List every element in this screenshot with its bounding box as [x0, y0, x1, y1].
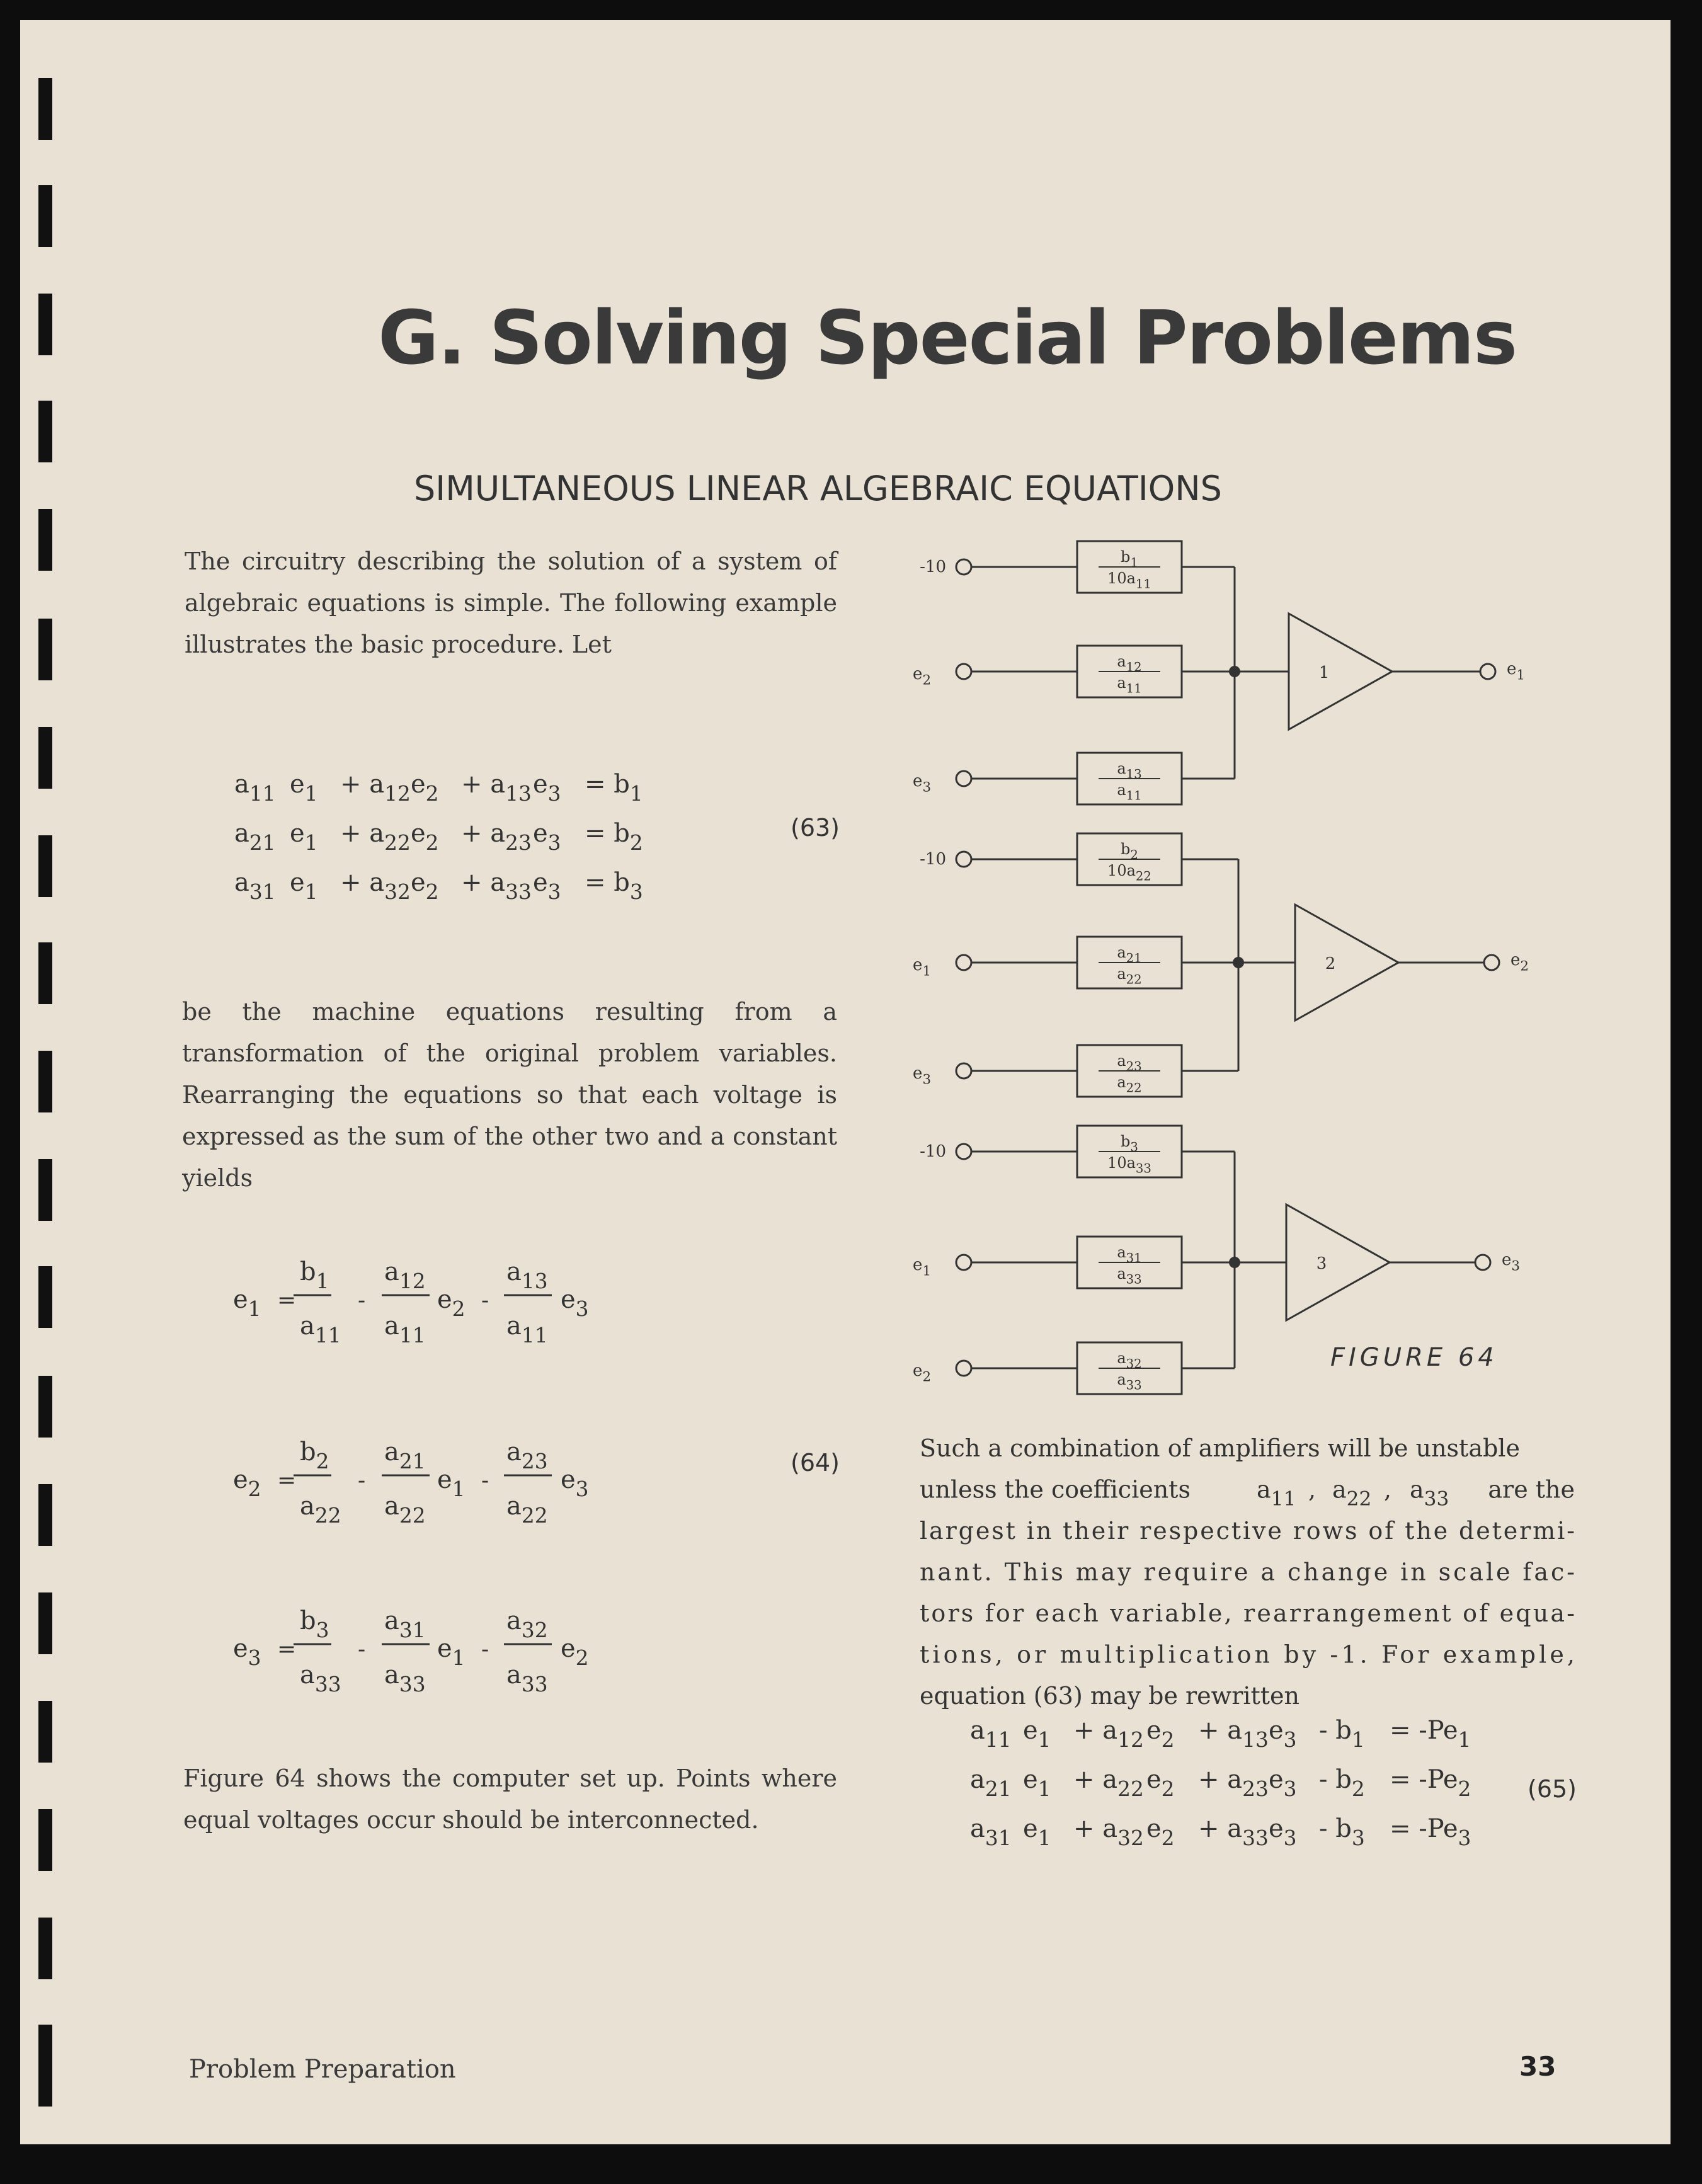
- equation-64-numerator: $a_{21}$: [384, 1438, 426, 1473]
- coefficient-denominator: $10a_{11}$: [1107, 569, 1151, 592]
- equation-64-number: (64): [791, 1449, 840, 1477]
- coefficient-denominator: $10a_{22}$: [1107, 862, 1151, 884]
- equation-65-term: $a_{11}$: [970, 1716, 1012, 1752]
- coefficient-denominator: $a_{22}$: [1117, 965, 1142, 987]
- coefficient-numerator: $a_{12}$: [1117, 653, 1142, 675]
- equation-65-term: + $a_{13}$: [1198, 1716, 1269, 1752]
- equation-64-numerator: $b_3$: [300, 1606, 329, 1642]
- coefficient-numerator: $b_1$: [1121, 548, 1138, 570]
- input-label: -10: [920, 850, 946, 869]
- equation-64-denominator: $a_{11}$: [506, 1312, 548, 1347]
- equation-65-term: + $a_{32}$: [1073, 1814, 1144, 1850]
- equation-65-number: (65): [1528, 1775, 1577, 1803]
- equation-64-minus: -: [481, 1468, 489, 1494]
- equation-65-term: $e_3$: [1269, 1814, 1297, 1850]
- page-number: 33: [1519, 2051, 1556, 2082]
- coefficient-numerator: $a_{13}$: [1117, 760, 1142, 782]
- equation-64-minus: -: [358, 1288, 366, 1313]
- coefficient-denominator: $a_{22}$: [1117, 1073, 1142, 1095]
- equation-64-numerator: $a_{23}$: [506, 1438, 548, 1473]
- input-label: $e_2$: [913, 1361, 931, 1385]
- equation-64-numerator: $b_1$: [300, 1257, 329, 1293]
- coefficient-denominator: $10a_{33}$: [1107, 1154, 1151, 1176]
- equation-64-denominator: $a_{11}$: [300, 1312, 341, 1347]
- equation-63-term: + $a_{23}$: [461, 819, 532, 855]
- equation-64-denominator: $a_{33}$: [506, 1661, 548, 1696]
- input-label: $e_3$: [913, 1064, 931, 1088]
- equation-64-lhs: $e_1$: [233, 1285, 261, 1321]
- equation-65-term: = $-Pe_2$: [1390, 1765, 1471, 1801]
- footer-section-name: Problem Preparation: [189, 2055, 456, 2084]
- output-label: $e_3$: [1502, 1250, 1520, 1274]
- figure-64-label: FIGURE 64: [1330, 1343, 1498, 1372]
- equation-64-variable: $e_3$: [561, 1465, 589, 1501]
- equation-63-term: + $a_{12}$: [340, 770, 411, 806]
- equation-65-term: = $-Pe_3$: [1390, 1814, 1471, 1850]
- equation-63-term: $a_{11}$: [234, 770, 276, 806]
- equation-65-term: - $b_3$: [1319, 1814, 1365, 1850]
- right-paragraph-line: nant. This may require a change in scale fac-: [920, 1558, 1575, 1586]
- page-title: G. Solving Special Problems: [378, 294, 1517, 382]
- comma: ,: [1308, 1475, 1316, 1504]
- equation-64-minus: -: [358, 1637, 366, 1662]
- equation-65-term: + $a_{23}$: [1198, 1765, 1269, 1801]
- equation-64-minus: -: [481, 1288, 489, 1313]
- equation-64-lhs: $e_3$: [233, 1634, 261, 1670]
- right-paragraph-line: tors for each variable, rearrangement of equa-: [920, 1599, 1575, 1627]
- intro-paragraph: The circuitry describing the solution of a system of algebraic equations is simple. The following example illustrates the basic procedure. Let: [185, 547, 837, 658]
- coefficient-numerator: $a_{32}$: [1117, 1349, 1142, 1371]
- equation-65-term: = $-Pe_1$: [1390, 1716, 1471, 1752]
- comma: ,: [1384, 1475, 1392, 1504]
- equation-64-numerator: $b_2$: [300, 1438, 329, 1473]
- input-label: $e_2$: [913, 665, 931, 689]
- right-paragraph-line: Such a combination of amplifiers will be unstable: [920, 1434, 1520, 1462]
- equation-63-term: + $a_{32}$: [340, 868, 411, 904]
- coefficient-numerator: $a_{23}$: [1117, 1052, 1142, 1074]
- equation-64-denominator: $a_{22}$: [300, 1492, 341, 1528]
- coefficient-denominator: $a_{11}$: [1117, 674, 1142, 696]
- equation-63-term: $a_{31}$: [234, 868, 276, 904]
- coefficient-term: $a_{33}$: [1410, 1475, 1449, 1511]
- equation-63-term: = $b_3$: [585, 868, 643, 904]
- right-paragraph-line: largest in their respective rows of the determi-: [920, 1517, 1575, 1545]
- equation-63-term: $e_1$: [290, 819, 318, 855]
- equation-63-term: $e_2$: [411, 868, 439, 904]
- equation-64-equals: =: [277, 1288, 297, 1313]
- equation-65-term: - $b_2$: [1319, 1765, 1365, 1801]
- equation-65-term: - $b_1$: [1319, 1716, 1365, 1752]
- equation-63-term: $e_1$: [290, 770, 318, 806]
- equation-65-term: $e_1$: [1023, 1765, 1051, 1801]
- amplifier-number: 1: [1318, 663, 1330, 682]
- equation-65-term: $a_{21}$: [970, 1765, 1012, 1801]
- figure-paragraph: Figure 64 shows the computer set up. Points where equal voltages occur should be interconnected.: [183, 1764, 837, 1834]
- equation-64-numerator: $a_{32}$: [506, 1606, 548, 1642]
- equation-63-term: + $a_{33}$: [461, 868, 532, 904]
- input-label: $e_1$: [913, 956, 931, 980]
- equation-63-term: $e_3$: [533, 819, 561, 855]
- equation-63-term: + $a_{13}$: [461, 770, 532, 806]
- equation-64-variable: $e_3$: [561, 1285, 589, 1321]
- right-paragraph-line: are the: [1488, 1475, 1575, 1504]
- coefficient-numerator: $b_3$: [1121, 1133, 1138, 1155]
- equation-64-variable: $e_1$: [437, 1634, 465, 1670]
- equation-64-lhs: $e_2$: [233, 1465, 261, 1501]
- coefficient-denominator: $a_{33}$: [1117, 1371, 1142, 1393]
- equation-63-term: = $b_1$: [585, 770, 643, 806]
- equation-64-equals: =: [277, 1468, 297, 1494]
- right-paragraph-line: equation (63) may be rewritten: [920, 1682, 1300, 1710]
- equation-65-term: $e_2$: [1146, 1814, 1175, 1850]
- equation-65-term: + $a_{12}$: [1073, 1716, 1144, 1752]
- section-subtitle: SIMULTANEOUS LINEAR ALGEBRAIC EQUATIONS: [414, 469, 1222, 508]
- equation-63-term: $e_2$: [411, 819, 439, 855]
- equation-65-term: $e_3$: [1269, 1765, 1297, 1801]
- equation-64-minus: -: [481, 1637, 489, 1662]
- equation-64-denominator: $a_{33}$: [300, 1661, 341, 1696]
- coefficient-denominator: $a_{33}$: [1117, 1265, 1142, 1287]
- equation-65-term: $e_2$: [1146, 1716, 1175, 1752]
- coefficient-numerator: $a_{31}$: [1117, 1244, 1142, 1266]
- equation-64-variable: $e_2$: [437, 1285, 465, 1321]
- right-paragraph-line: unless the coefficients: [920, 1475, 1191, 1504]
- equation-63-term: $e_3$: [533, 868, 561, 904]
- equation-65-term: $e_1$: [1023, 1716, 1051, 1752]
- equation-65-term: $a_{31}$: [970, 1814, 1012, 1850]
- equation-65-term: + $a_{33}$: [1198, 1814, 1269, 1850]
- coefficient-denominator: $a_{11}$: [1117, 781, 1142, 803]
- equation-64-minus: -: [358, 1468, 366, 1494]
- equation-64-equals: =: [277, 1637, 297, 1662]
- amplifier-number: 2: [1325, 954, 1336, 973]
- equation-64-variable: $e_2$: [561, 1634, 589, 1670]
- equation-65-term: $e_1$: [1023, 1814, 1051, 1850]
- input-label: $e_3$: [913, 772, 931, 796]
- equation-64-denominator: $a_{22}$: [506, 1492, 548, 1528]
- output-label: $e_1$: [1507, 660, 1525, 683]
- coefficient-term: $a_{22}$: [1332, 1475, 1372, 1511]
- input-label: -10: [920, 557, 946, 576]
- equation-64-numerator: $a_{31}$: [384, 1606, 426, 1642]
- equation-63-number: (63): [791, 814, 840, 842]
- equation-63-term: $e_3$: [533, 770, 561, 806]
- equation-64-denominator: $a_{22}$: [384, 1492, 426, 1528]
- equation-63-term: $e_1$: [290, 868, 318, 904]
- middle-paragraph: be the machine equations resulting from a transformation of the original problem variables. Rearranging the equations so that each voltage is expressed as the sum of the other two and a constant yields: [182, 998, 837, 1192]
- input-label: -10: [920, 1142, 946, 1161]
- equation-64-numerator: $a_{13}$: [506, 1257, 548, 1293]
- input-label: $e_1$: [913, 1255, 931, 1279]
- equation-63-term: $e_2$: [411, 770, 439, 806]
- coefficient-term: $a_{11}$: [1257, 1475, 1296, 1511]
- equation-64-denominator: $a_{11}$: [384, 1312, 426, 1347]
- output-label: $e_2$: [1511, 951, 1529, 975]
- equation-64-numerator: $a_{12}$: [384, 1257, 426, 1293]
- equation-63-term: + $a_{22}$: [340, 819, 411, 855]
- coefficient-numerator: $b_2$: [1121, 840, 1138, 862]
- right-paragraph-line: tions, or multiplication by -1. For example,: [920, 1640, 1575, 1669]
- amplifier-number: 3: [1316, 1254, 1327, 1273]
- equation-65-term: $e_3$: [1269, 1716, 1297, 1752]
- equation-65-term: $e_2$: [1146, 1765, 1175, 1801]
- equation-64-denominator: $a_{33}$: [384, 1661, 426, 1696]
- coefficient-numerator: $a_{21}$: [1117, 944, 1142, 966]
- equation-63-term: $a_{21}$: [234, 819, 276, 855]
- equation-63-term: = $b_2$: [585, 819, 643, 855]
- equation-64-variable: $e_1$: [437, 1465, 465, 1501]
- equation-65-term: + $a_{22}$: [1073, 1765, 1144, 1801]
